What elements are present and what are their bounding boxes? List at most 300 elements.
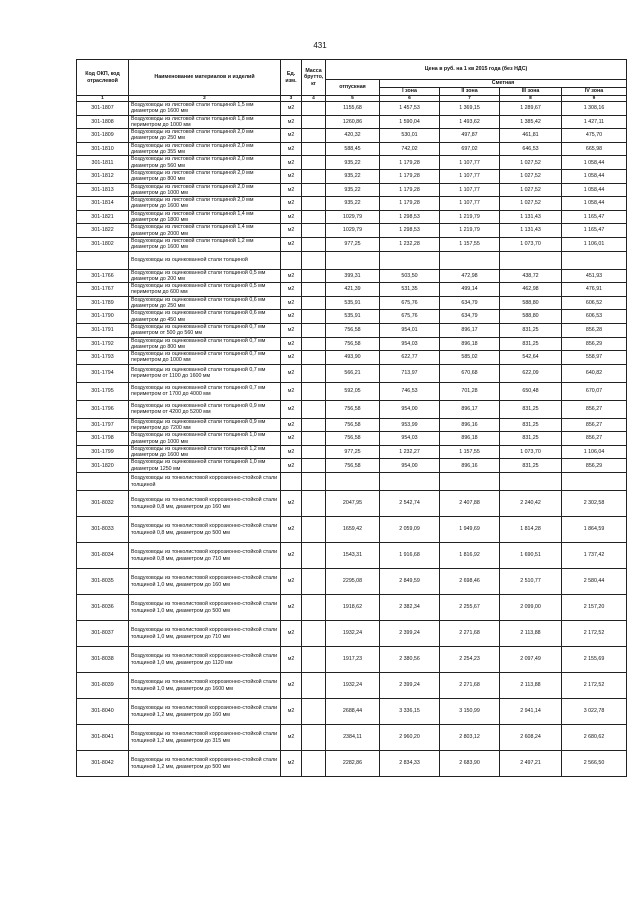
price-zone-1-cell: 742,02 <box>380 142 440 156</box>
price-zone-2-cell: 896,16 <box>440 418 500 432</box>
price-zone-1-cell: 503,50 <box>380 269 440 283</box>
price-zone-2-cell: 634,79 <box>440 310 500 324</box>
header-zone-2: II зона <box>440 88 500 96</box>
name-cell: Воздуховоды из оцинкованной стали толщиной 1,2 мм диаметром до 1600 мм <box>129 445 281 459</box>
price-zone-2-cell: 896,18 <box>440 337 500 351</box>
table-row <box>77 725 627 751</box>
table-body <box>77 102 627 777</box>
code-cell: 301-1812 <box>77 169 129 183</box>
price-zone-1-cell: 954,03 <box>380 337 440 351</box>
price-zone-4-cell: 2 157,20 <box>562 595 627 621</box>
price-otpusk-cell: 756,58 <box>326 418 380 432</box>
empty-cell <box>380 251 440 269</box>
price-zone-4-cell: 1 308,16 <box>562 102 627 116</box>
price-zone-1-cell: 2 382,34 <box>380 595 440 621</box>
price-zone-1-cell: 3 336,15 <box>380 699 440 725</box>
table-row <box>77 751 627 777</box>
price-zone-3-cell: 831,25 <box>500 337 562 351</box>
table-row <box>77 543 627 569</box>
name-cell: Воздуховоды из оцинкованной стали толщиной 0,7 мм периметром до 1000 мм <box>129 351 281 365</box>
price-zone-4-cell: 2 172,52 <box>562 673 627 699</box>
price-zone-3-cell: 2 097,49 <box>500 647 562 673</box>
price-otpusk-cell: 2282,86 <box>326 751 380 777</box>
mass-cell <box>302 183 326 197</box>
mass-cell <box>302 337 326 351</box>
mass-cell <box>302 142 326 156</box>
price-zone-4-cell: 1 165,47 <box>562 210 627 224</box>
name-cell: Воздуховоды из листовой стали толщиной 2,0 мм диаметром до 1600 мм <box>129 197 281 211</box>
price-zone-1-cell: 2 542,74 <box>380 491 440 517</box>
code-cell: 301-1799 <box>77 445 129 459</box>
name-cell: Воздуховоды из листовой стали толщиной 2,0 мм диаметром до 355 мм <box>129 142 281 156</box>
unit-cell: м2 <box>281 129 302 143</box>
price-zone-4-cell: 2 580,44 <box>562 569 627 595</box>
price-zone-4-cell: 1 864,59 <box>562 517 627 543</box>
price-zone-2-cell: 1 493,62 <box>440 115 500 129</box>
price-zone-1-cell: 954,00 <box>380 400 440 418</box>
price-zone-3-cell: 1 385,42 <box>500 115 562 129</box>
code-cell: 301-1789 <box>77 296 129 310</box>
price-zone-3-cell: 462,98 <box>500 283 562 297</box>
price-otpusk-cell: 535,91 <box>326 310 380 324</box>
mass-cell <box>302 351 326 365</box>
page-number: 431 <box>313 41 327 50</box>
code-cell: 301-8037 <box>77 621 129 647</box>
price-zone-3-cell: 622,09 <box>500 364 562 382</box>
price-otpusk-cell: 2384,11 <box>326 725 380 751</box>
code-cell: 301-1810 <box>77 142 129 156</box>
table-row <box>77 364 627 382</box>
mass-cell <box>302 621 326 647</box>
price-zone-4-cell: 606,52 <box>562 296 627 310</box>
price-zone-3-cell: 831,25 <box>500 459 562 473</box>
empty-cell <box>326 473 380 491</box>
price-otpusk-cell: 935,22 <box>326 169 380 183</box>
table-row <box>77 337 627 351</box>
section-row <box>77 251 627 269</box>
price-zone-4-cell: 1 427,11 <box>562 115 627 129</box>
unit-cell: м2 <box>281 418 302 432</box>
price-zone-2-cell: 670,68 <box>440 364 500 382</box>
price-zone-2-cell: 1 219,79 <box>440 224 500 238</box>
price-zone-1-cell: 954,00 <box>380 459 440 473</box>
name-cell: Воздуховоды из оцинкованной стали толщиной 0,9 мм периметром до 7200 мм <box>129 418 281 432</box>
mass-cell <box>302 725 326 751</box>
empty-cell <box>440 251 500 269</box>
price-otpusk-cell: 421,39 <box>326 283 380 297</box>
unit-cell: м2 <box>281 310 302 324</box>
unit-cell: м2 <box>281 517 302 543</box>
price-zone-1-cell: 1 457,53 <box>380 102 440 116</box>
price-zone-3-cell: 2 941,14 <box>500 699 562 725</box>
empty-cell <box>326 251 380 269</box>
price-otpusk-cell: 977,25 <box>326 445 380 459</box>
unit-cell: м2 <box>281 459 302 473</box>
price-otpusk-cell: 977,25 <box>326 237 380 251</box>
header-name: Наименование материалов и изделий <box>129 60 281 96</box>
price-zone-2-cell: 896,16 <box>440 459 500 473</box>
price-zone-2-cell: 1 107,77 <box>440 197 500 211</box>
price-zone-2-cell: 1 157,55 <box>440 445 500 459</box>
code-cell: 301-8033 <box>77 517 129 543</box>
unit-cell: м2 <box>281 197 302 211</box>
name-cell: Воздуховоды из тонколистовой коррозионно-стойкой стали толщиной 1,0 мм, диаметром до 1120 мм <box>129 647 281 673</box>
col-index: 5 <box>326 96 380 102</box>
price-zone-2-cell: 2 271,68 <box>440 673 500 699</box>
unit-cell: м2 <box>281 445 302 459</box>
header-otpusk: отпускная <box>326 80 380 96</box>
price-zone-2-cell: 2 683,90 <box>440 751 500 777</box>
price-zone-2-cell: 1 107,77 <box>440 183 500 197</box>
mass-cell <box>302 197 326 211</box>
table-row <box>77 699 627 725</box>
price-zone-4-cell: 640,82 <box>562 364 627 382</box>
name-cell: Воздуховоды из листовой стали толщиной 1,8 мм периметром до 1000 мм <box>129 115 281 129</box>
price-zone-4-cell: 2 302,58 <box>562 491 627 517</box>
code-cell: 301-8042 <box>77 751 129 777</box>
price-zone-1-cell: 954,01 <box>380 323 440 337</box>
price-zone-2-cell: 2 254,23 <box>440 647 500 673</box>
price-zone-4-cell: 856,27 <box>562 432 627 446</box>
code-cell: 301-1797 <box>77 418 129 432</box>
unit-cell: м2 <box>281 491 302 517</box>
mass-cell <box>302 115 326 129</box>
price-zone-4-cell: 2 680,62 <box>562 725 627 751</box>
price-zone-3-cell: 2 608,24 <box>500 725 562 751</box>
header-price: Цена в руб. на 1 кв 2015 года (без НДС) <box>326 60 627 80</box>
price-zone-1-cell: 1 590,04 <box>380 115 440 129</box>
price-otpusk-cell: 592,05 <box>326 382 380 400</box>
mass-cell <box>302 595 326 621</box>
code-cell: 301-1820 <box>77 459 129 473</box>
unit-cell: м2 <box>281 647 302 673</box>
mass-cell <box>302 751 326 777</box>
price-zone-1-cell: 2 059,09 <box>380 517 440 543</box>
code-cell: 301-1793 <box>77 351 129 365</box>
header-zone-4: IV зона <box>562 88 627 96</box>
name-cell: Воздуховоды из тонколистовой коррозионно-стойкой стали толщиной 1,2 мм, диаметром до 500 мм <box>129 751 281 777</box>
header-smetnaya: Сметная <box>380 80 627 88</box>
col-index: 6 <box>380 96 440 102</box>
table-row <box>77 269 627 283</box>
price-zone-2-cell: 1 157,55 <box>440 237 500 251</box>
price-otpusk-cell: 1932,24 <box>326 621 380 647</box>
unit-cell: м2 <box>281 751 302 777</box>
name-cell: Воздуховоды из тонколистовой коррозионно-стойкой стали толщиной 1,0 мм, диаметром до 710 мм <box>129 621 281 647</box>
mass-cell <box>302 364 326 382</box>
price-otpusk-cell: 756,58 <box>326 323 380 337</box>
price-zone-4-cell: 1 058,44 <box>562 197 627 211</box>
price-zone-3-cell: 438,72 <box>500 269 562 283</box>
table-row <box>77 418 627 432</box>
price-zone-1-cell: 1 232,27 <box>380 445 440 459</box>
price-zone-2-cell: 1 107,77 <box>440 156 500 170</box>
price-zone-4-cell: 1 165,47 <box>562 224 627 238</box>
price-zone-2-cell: 896,18 <box>440 432 500 446</box>
price-zone-3-cell: 1 073,70 <box>500 237 562 251</box>
table-row <box>77 323 627 337</box>
price-zone-3-cell: 1 131,43 <box>500 210 562 224</box>
price-zone-1-cell: 2 849,59 <box>380 569 440 595</box>
table-row <box>77 647 627 673</box>
price-zone-2-cell: 1 107,77 <box>440 169 500 183</box>
price-zone-2-cell: 697,02 <box>440 142 500 156</box>
code-cell: 301-8032 <box>77 491 129 517</box>
code-cell: 301-1814 <box>77 197 129 211</box>
price-zone-1-cell: 1 298,53 <box>380 224 440 238</box>
col-index: 3 <box>281 96 302 102</box>
code-cell: 301-1808 <box>77 115 129 129</box>
price-otpusk-cell: 756,58 <box>326 337 380 351</box>
unit-cell: м2 <box>281 595 302 621</box>
unit-cell: м2 <box>281 432 302 446</box>
price-zone-1-cell: 953,99 <box>380 418 440 432</box>
price-otpusk-cell: 1260,86 <box>326 115 380 129</box>
header-zone-3: III зона <box>500 88 562 96</box>
price-zone-1-cell: 1 179,28 <box>380 156 440 170</box>
section-code-cell <box>77 251 129 269</box>
code-cell: 301-1813 <box>77 183 129 197</box>
price-zone-3-cell: 461,81 <box>500 129 562 143</box>
code-cell: 301-1822 <box>77 224 129 238</box>
col-index: 7 <box>440 96 500 102</box>
price-zone-2-cell: 472,98 <box>440 269 500 283</box>
header-unit: Ед. изм. <box>281 60 302 96</box>
price-zone-3-cell: 542,64 <box>500 351 562 365</box>
table-row <box>77 517 627 543</box>
price-zone-4-cell: 1 058,44 <box>562 156 627 170</box>
table-row <box>77 673 627 699</box>
name-cell: Воздуховоды из тонколистовой коррозионно-стойкой стали толщиной 1,2 мм, диаметром до 160 мм <box>129 699 281 725</box>
price-zone-4-cell: 856,27 <box>562 418 627 432</box>
price-otpusk-cell: 756,58 <box>326 400 380 418</box>
price-zone-3-cell: 1 027,52 <box>500 197 562 211</box>
price-zone-3-cell: 650,48 <box>500 382 562 400</box>
price-zone-4-cell: 3 022,78 <box>562 699 627 725</box>
mass-cell <box>302 432 326 446</box>
price-zone-3-cell: 2 113,88 <box>500 621 562 647</box>
price-zone-4-cell: 476,91 <box>562 283 627 297</box>
table-row <box>77 129 627 143</box>
mass-cell <box>302 517 326 543</box>
price-zone-1-cell: 1 916,68 <box>380 543 440 569</box>
price-zone-4-cell: 856,28 <box>562 323 627 337</box>
unit-cell: м2 <box>281 269 302 283</box>
table-row <box>77 569 627 595</box>
mass-cell <box>302 673 326 699</box>
price-zone-3-cell: 646,53 <box>500 142 562 156</box>
mass-cell <box>302 543 326 569</box>
empty-cell <box>281 473 302 491</box>
price-zone-2-cell: 1 949,69 <box>440 517 500 543</box>
price-zone-2-cell: 2 698,46 <box>440 569 500 595</box>
price-zone-1-cell: 746,53 <box>380 382 440 400</box>
price-zone-1-cell: 954,03 <box>380 432 440 446</box>
price-zone-2-cell: 2 271,68 <box>440 621 500 647</box>
header-code: Код ОКП, код отраслевой <box>77 60 129 96</box>
price-otpusk-cell: 756,58 <box>326 459 380 473</box>
name-cell: Воздуховоды из оцинкованной стали толщиной 0,6 мм диаметром до 450 мм <box>129 310 281 324</box>
unit-cell: м2 <box>281 142 302 156</box>
price-otpusk-cell: 2688,44 <box>326 699 380 725</box>
code-cell: 301-8040 <box>77 699 129 725</box>
mass-cell <box>302 459 326 473</box>
name-cell: Воздуховоды из листовой стали толщиной 2,0 мм диаметром до 250 мм <box>129 129 281 143</box>
table-row <box>77 156 627 170</box>
price-otpusk-cell: 566,21 <box>326 364 380 382</box>
price-zone-3-cell: 1 073,70 <box>500 445 562 459</box>
price-zone-2-cell: 634,79 <box>440 296 500 310</box>
price-zone-1-cell: 675,76 <box>380 296 440 310</box>
price-zone-1-cell: 622,77 <box>380 351 440 365</box>
empty-cell <box>500 251 562 269</box>
code-cell: 301-1791 <box>77 323 129 337</box>
price-zone-3-cell: 831,25 <box>500 432 562 446</box>
price-zone-4-cell: 451,93 <box>562 269 627 283</box>
code-cell: 301-1807 <box>77 102 129 116</box>
mass-cell <box>302 418 326 432</box>
price-zone-3-cell: 1 131,43 <box>500 224 562 238</box>
unit-cell: м2 <box>281 673 302 699</box>
table-row <box>77 310 627 324</box>
unit-cell: м2 <box>281 364 302 382</box>
table-row <box>77 283 627 297</box>
col-index: 8 <box>500 96 562 102</box>
price-otpusk-cell: 399,31 <box>326 269 380 283</box>
table-row <box>77 459 627 473</box>
price-zone-3-cell: 1 814,28 <box>500 517 562 543</box>
unit-cell: м2 <box>281 183 302 197</box>
name-cell: Воздуховоды из листовой стали толщиной 2,0 мм диаметром до 800 мм <box>129 169 281 183</box>
price-zone-1-cell: 530,01 <box>380 129 440 143</box>
code-cell: 301-1795 <box>77 382 129 400</box>
name-cell: Воздуховоды из оцинкованной стали толщиной 1,0 мм диаметром до 1000 мм <box>129 432 281 446</box>
mass-cell <box>302 445 326 459</box>
mass-cell <box>302 156 326 170</box>
empty-cell <box>440 473 500 491</box>
price-zone-2-cell: 499,14 <box>440 283 500 297</box>
unit-cell: м2 <box>281 382 302 400</box>
table-row <box>77 183 627 197</box>
table-row <box>77 432 627 446</box>
price-zone-2-cell: 2 803,12 <box>440 725 500 751</box>
unit-cell: м2 <box>281 351 302 365</box>
code-cell: 301-1802 <box>77 237 129 251</box>
name-cell: Воздуховоды из тонколистовой коррозионно-стойкой стали толщиной 1,2 мм, диаметром до 315 мм <box>129 725 281 751</box>
price-otpusk-cell: 493,90 <box>326 351 380 365</box>
price-zone-2-cell: 3 150,99 <box>440 699 500 725</box>
name-cell: Воздуховоды из оцинкованной стали толщиной 0,6 мм диаметром до 250 мм <box>129 296 281 310</box>
name-cell: Воздуховоды из оцинкованной стали толщиной 0,9 мм периметром от 4200 до 5200 мм <box>129 400 281 418</box>
price-otpusk-cell: 2295,08 <box>326 569 380 595</box>
name-cell: Воздуховоды из оцинкованной стали толщиной 0,7 мм периметром от 1700 до 4000 мм <box>129 382 281 400</box>
price-otpusk-cell: 935,22 <box>326 156 380 170</box>
price-table <box>76 59 627 777</box>
code-cell: 301-1809 <box>77 129 129 143</box>
section-code-cell <box>77 473 129 491</box>
price-otpusk-cell: 1917,23 <box>326 647 380 673</box>
code-cell: 301-8035 <box>77 569 129 595</box>
code-cell: 301-1766 <box>77 269 129 283</box>
price-zone-3-cell: 831,25 <box>500 400 562 418</box>
name-cell: Воздуховоды из листовой стали толщиной 2,0 мм диаметром до 1000 мм <box>129 183 281 197</box>
name-cell: Воздуховоды из тонколистовой коррозионно-стойкой стали толщиной 1,0 мм, диаметром до 160 мм <box>129 569 281 595</box>
name-cell: Воздуховоды из оцинкованной стали толщиной 0,5 мм периметром до 600 мм <box>129 283 281 297</box>
unit-cell: м2 <box>281 296 302 310</box>
name-cell: Воздуховоды из листовой стали толщиной 1,5 мм диаметром до 1600 мм <box>129 102 281 116</box>
price-zone-2-cell: 497,87 <box>440 129 500 143</box>
mass-cell <box>302 129 326 143</box>
price-zone-1-cell: 1 232,28 <box>380 237 440 251</box>
price-zone-3-cell: 2 240,42 <box>500 491 562 517</box>
unit-cell: м2 <box>281 156 302 170</box>
price-otpusk-cell: 1155,68 <box>326 102 380 116</box>
code-cell: 301-8036 <box>77 595 129 621</box>
mass-cell <box>302 296 326 310</box>
table-row <box>77 102 627 116</box>
mass-cell <box>302 323 326 337</box>
price-zone-1-cell: 531,35 <box>380 283 440 297</box>
name-cell: Воздуховоды из листовой стали толщиной 1,2 мм диаметром до 1600 мм <box>129 237 281 251</box>
price-zone-3-cell: 1 027,52 <box>500 183 562 197</box>
table-row <box>77 400 627 418</box>
name-cell: Воздуховоды из оцинкованной стали толщиной 0,5 мм диаметром до 200 мм <box>129 269 281 283</box>
price-zone-1-cell: 675,76 <box>380 310 440 324</box>
price-zone-3-cell: 2 113,88 <box>500 673 562 699</box>
col-index: 9 <box>562 96 627 102</box>
code-cell: 301-1796 <box>77 400 129 418</box>
price-otpusk-cell: 935,22 <box>326 183 380 197</box>
empty-cell <box>500 473 562 491</box>
name-cell: Воздуховоды из тонколистовой коррозионно-стойкой стали толщиной 0,8 мм, диаметром до 710 мм <box>129 543 281 569</box>
price-zone-4-cell: 856,27 <box>562 400 627 418</box>
price-zone-4-cell: 665,98 <box>562 142 627 156</box>
mass-cell <box>302 224 326 238</box>
price-zone-2-cell: 896,17 <box>440 400 500 418</box>
mass-cell <box>302 269 326 283</box>
unit-cell: м2 <box>281 237 302 251</box>
price-otpusk-cell: 935,22 <box>326 197 380 211</box>
mass-cell <box>302 400 326 418</box>
code-cell: 301-8039 <box>77 673 129 699</box>
price-zone-1-cell: 1 179,28 <box>380 183 440 197</box>
price-zone-3-cell: 831,25 <box>500 323 562 337</box>
col-index: 1 <box>77 96 129 102</box>
price-zone-1-cell: 713,97 <box>380 364 440 382</box>
unit-cell: м2 <box>281 283 302 297</box>
name-cell: Воздуховоды из тонколистовой коррозионно-стойкой стали толщиной 1,0 мм, диаметром до 500 мм <box>129 595 281 621</box>
price-zone-1-cell: 2 834,33 <box>380 751 440 777</box>
table-row <box>77 197 627 211</box>
name-cell: Воздуховоды из листовой стали толщиной 1,4 мм диаметром до 1800 мм <box>129 210 281 224</box>
price-zone-2-cell: 2 407,88 <box>440 491 500 517</box>
mass-cell <box>302 699 326 725</box>
unit-cell: м2 <box>281 224 302 238</box>
price-zone-4-cell: 2 155,69 <box>562 647 627 673</box>
section-title: Воздуховоды из оцинкованной стали толщиной <box>129 251 281 269</box>
empty-cell <box>302 251 326 269</box>
section-title: Воздуховоды из тонколистовой коррозионно-стойкой стали толщиной <box>129 473 281 491</box>
name-cell: Воздуховоды из тонколистовой коррозионно-стойкой стали толщиной 0,8 мм, диаметром до 500 мм <box>129 517 281 543</box>
empty-cell <box>281 251 302 269</box>
code-cell: 301-1792 <box>77 337 129 351</box>
mass-cell <box>302 491 326 517</box>
price-zone-4-cell: 2 566,50 <box>562 751 627 777</box>
price-zone-1-cell: 1 298,53 <box>380 210 440 224</box>
price-zone-1-cell: 2 960,20 <box>380 725 440 751</box>
price-zone-2-cell: 585,02 <box>440 351 500 365</box>
price-zone-3-cell: 588,80 <box>500 296 562 310</box>
